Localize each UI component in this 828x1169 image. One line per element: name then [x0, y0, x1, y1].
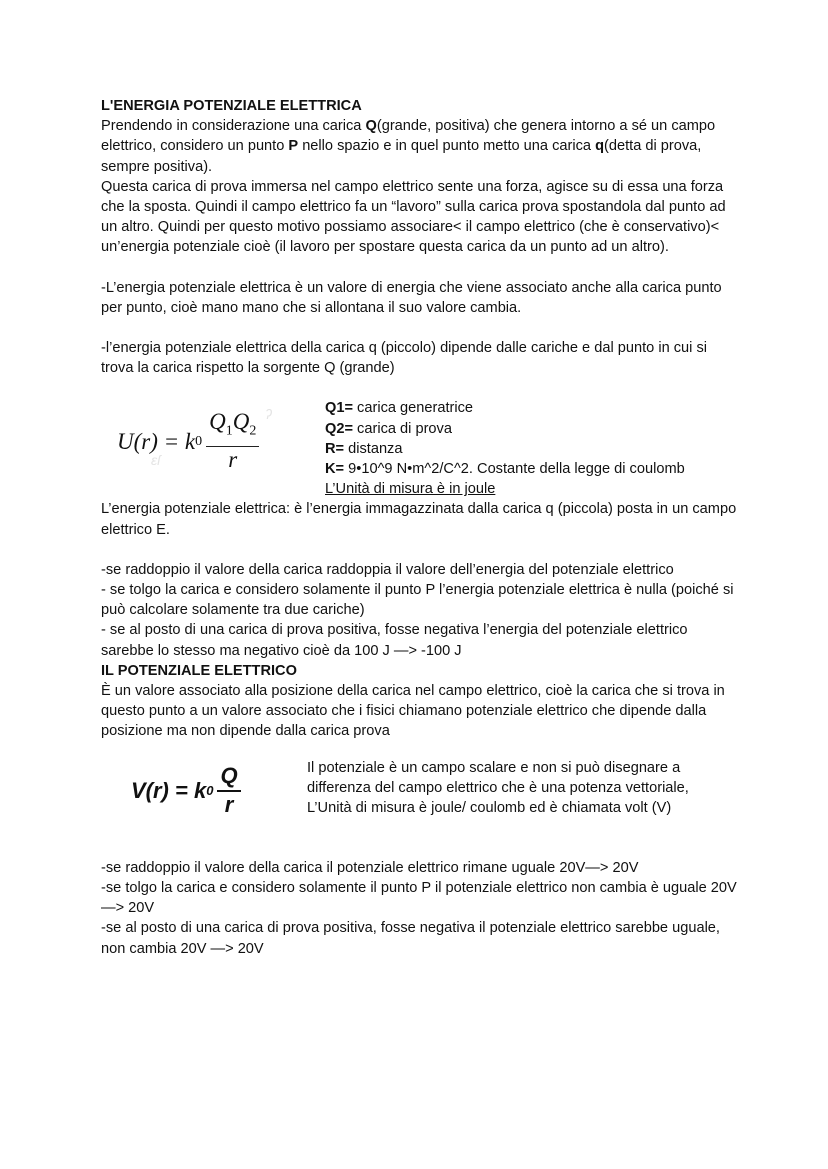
formula-k-sub: 0 [195, 433, 203, 449]
list-item: - se al posto di una carica di prova positiva, fosse negativa l’energia del potenziale elettrico sarebbe lo stesso ma negativo cioè da 100 J —> -100 J [101, 622, 688, 659]
legend-unit: L’Unità di misura è in joule [325, 481, 496, 498]
section-title-energia: L'ENERGIA POTENZIALE ELETTRICA [101, 98, 362, 114]
text-run: (detta di prova, sempre positiva). [101, 138, 702, 175]
formula-energia: ʔ ɛſ U(r) = k 0 $\frac{Q_1Q_2}{r}$ [117, 406, 272, 473]
legend-item: Q2= carica di prova [325, 420, 452, 437]
list-item: - se tolgo la carica e considero solamente il punto P l’energia potenziale elettrica è nulla (poiché si può calcolare solamente tra due cariche) [101, 582, 734, 619]
list-item: -se raddoppio il valore della carica il potenziale elettrico rimane uguale 20V—> 20V [101, 859, 639, 876]
formula-block-potenziale [101, 758, 741, 830]
text-run: nello spazio e in quel punto metto una carica [298, 138, 596, 155]
formula-fraction [206, 410, 259, 473]
paragraph-definizione: L’energia potenziale elettrica: è l’energia immagazzinata dalla carica q (piccola) posta in un campo elettrico E. [101, 501, 737, 538]
formula-lhs: U(r) = k [117, 428, 196, 454]
text-run: (grande, positiva) che genera intorno a sé un campo elettrico, considero un punto [101, 118, 716, 155]
paragraph-dipende: -l’energia potenziale elettrica della carica q (piccolo) dipende dalle cariche e dal punto in cui si trova la carica rispetto la sorgente Q (grande) [101, 340, 707, 377]
formula2-fraction [217, 764, 240, 818]
section-title-potenziale: IL POTENZIALE ELETTRICO [101, 662, 297, 679]
paragraph-potenziale: È un valore associato alla posizione della carica nel campo elettrico, cioè la carica che si trova in questo punto a un valore associato che i fisici chiamano potenziale elettrico che dipende dalla posizione ma non dipende dalla carica prova [101, 683, 725, 740]
formula2-note: Il potenziale è un campo scalare e non si può disegnare a differenza del campo elettrico che è una potenza vettoriale, L’Unità di misura è joule/ coulomb ed è chiamata volt (V) [307, 759, 689, 817]
paragraph-valore: -L’energia potenziale elettrica è un valore di energia che viene associato anche alla carica punto per punto, cioè mano mano che si allontana il suo valore cambia. [101, 279, 722, 316]
text-run: Prendendo in considerazione una carica [101, 118, 366, 135]
formula2-numerator: Q [217, 764, 240, 792]
document-page [101, 96, 741, 959]
legend-item: Q1= carica generatrice [325, 400, 474, 417]
formula-block-energia [101, 400, 741, 499]
formula2-k-sub: 0 [206, 782, 214, 798]
formula-potenziale [101, 758, 307, 830]
list-item: -se tolgo la carica e considero solamente il punto P il potenziale elettrico non cambia è uguale 20V —> 20V [101, 879, 737, 917]
list-item: -se al posto di una carica di prova positiva, fosse negativa il potenziale elettrico sarebbe uguale, non cambia 20V —> 20V [101, 920, 720, 957]
legend-item: R= distanza [325, 440, 403, 457]
paragraph-lavoro: Questa carica di prova immersa nel campo elettrico sente una forza, agisce su di essa una forza che la sposta. Quindi il campo elettrico fa un “lavoro” sulla carica prova spostandola dal punto ad un altro. Quindi per questo motivo possiamo associare< il campo elettrico (che è conservativo)< un’energia potenziale cioè (il lavoro per spostare questa carica da un punto ad un altro). [101, 178, 726, 256]
formula2-denominator: r [224, 791, 234, 817]
formula2-lhs: V(r) = k [131, 777, 207, 803]
formula-denominator: r [228, 447, 238, 473]
formula-legend [325, 398, 685, 499]
list-item: -se raddoppio il valore della carica raddoppia il valore dell’energia del potenziale elettrico [101, 561, 674, 578]
bold-P: P [288, 138, 299, 155]
paragraph-intro [101, 116, 741, 177]
bold-q: q [595, 138, 604, 155]
bold-Q: Q [365, 118, 377, 135]
formula-numerator: $Q_1Q_2$ [206, 410, 259, 447]
legend-item: K= 9•10^9 N•m^2/C^2. Costante della legge di coulomb [325, 461, 685, 478]
